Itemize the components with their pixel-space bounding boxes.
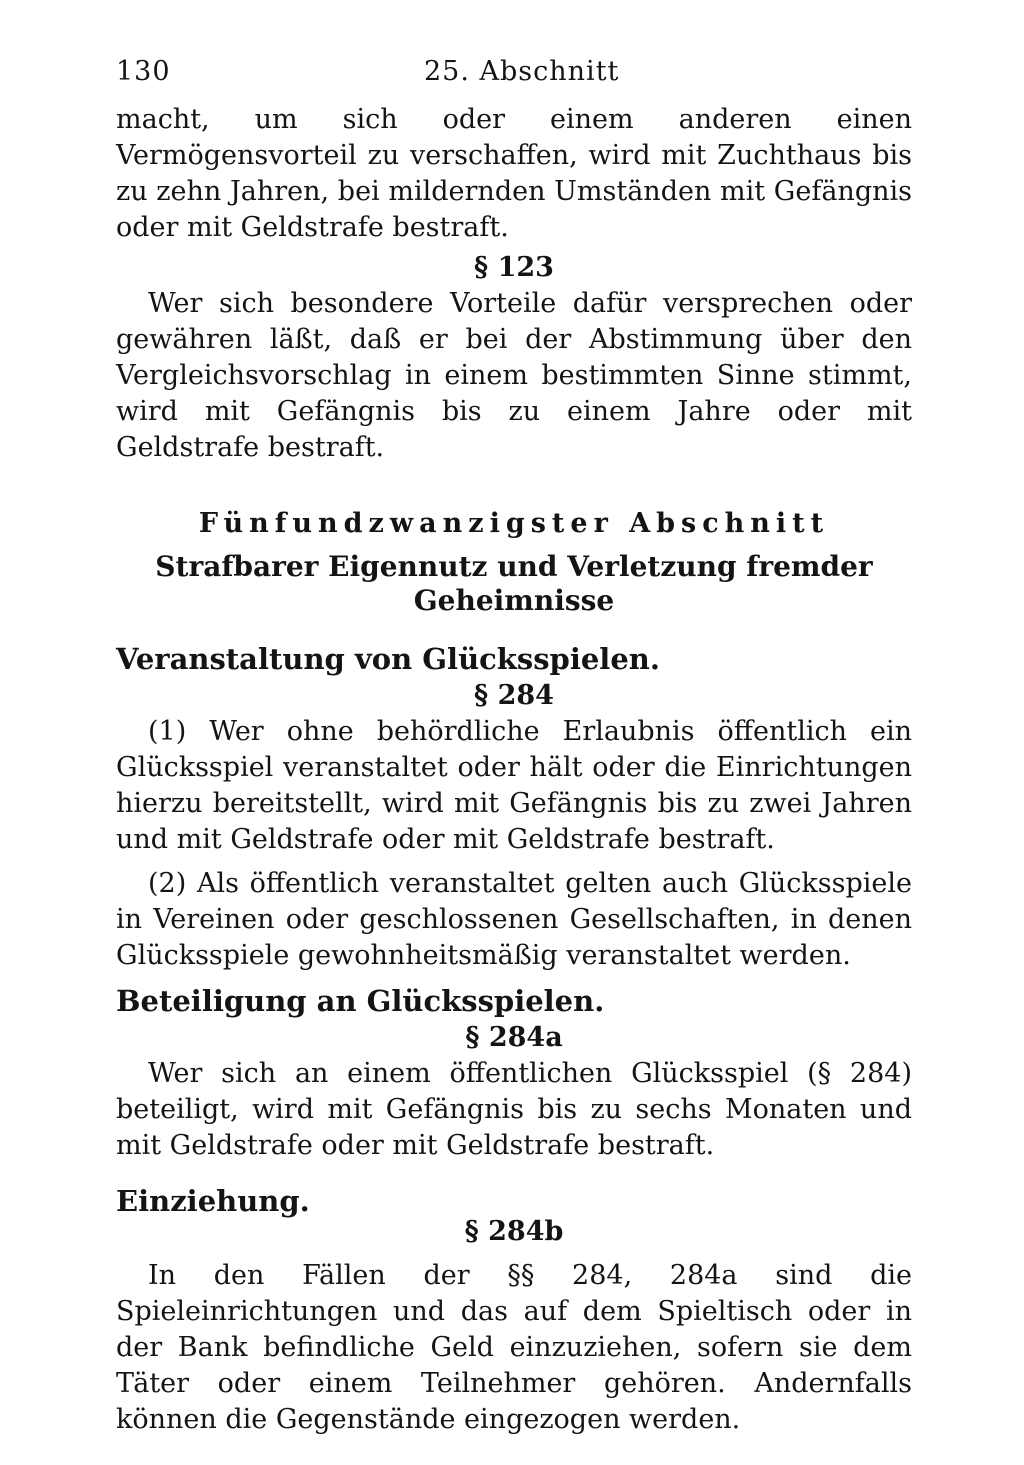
continuation-paragraph: macht, um sich oder einem anderen einen Vermögensvorteil zu verschaffen, wird mit Zuchthaus bis zu zehn Jahren, bei mildernden Umständen mit Gefängnis oder mit Geldstrafe bestraft. (116, 104, 912, 243)
paragraph-284-2: (2) Als öffentlich veranstaltet gelten auch Glücksspiele in Vereinen oder geschlossenen Gesellschaften, in denen Glücksspiele gewohnheitsmäßig veranstaltet werden. (116, 868, 912, 971)
section-title: Fünfundzwanzigster Abschnitt (198, 508, 830, 539)
page-number: 130 (116, 56, 171, 87)
paragraph-heading-284b: § 284b (464, 1216, 564, 1247)
page-header (116, 50, 912, 102)
side-heading-284a: Beteiligung an Glücksspielen. (116, 984, 605, 1018)
running-head: 25. Abschnitt (424, 56, 620, 87)
paragraph-284a-text: Wer sich an einem öffentlichen Glücksspiel (§ 284) beteiligt, wird mit Gefängnis bis zu sechs Monaten und mit Geldstrafe oder mit Geldstrafe bestraft. (116, 1058, 912, 1161)
section-subtitle (116, 550, 912, 618)
side-heading-284b: Einziehung. (116, 1184, 310, 1218)
document-page (116, 50, 912, 1438)
paragraph-123-text: Wer sich besondere Vorteile dafür versprechen oder gewähren läßt, daß er bei der Abstimmung über den Vergleichsvorschlag in einem bestimmten Sinne stimmt, wird mit Gefängnis bis zu einem Jahre oder mit Geldstrafe bestraft. (116, 288, 912, 463)
paragraph-284b-text: In den Fällen der §§ 284, 284a sind die Spieleinrichtungen und das auf dem Spieltisch oder in der Bank befindliche Geld einzuziehen, sofern sie dem Täter oder einem Teilnehmer gehören. Andernfalls können die Gegenstände eingezogen werden. (116, 1260, 912, 1435)
side-heading-284: Veranstaltung von Glücksspielen. (116, 642, 660, 676)
section-subtitle-line1: Strafbarer Eigennutz und Verletzung fremder (155, 550, 873, 583)
paragraph-284-1: (1) Wer ohne behördliche Erlaubnis öffentlich ein Glücksspiel veranstaltet oder hält oder die Einrichtungen hierzu bereitstellt, wird mit Gefängnis bis zu zwei Jahren und mit Geldstrafe oder mit Geldstrafe bestraft. (116, 716, 912, 855)
paragraph-heading-284a: § 284a (465, 1022, 563, 1053)
paragraph-heading-284: § 284 (474, 680, 554, 711)
paragraph-heading-123: § 123 (474, 252, 554, 283)
section-subtitle-line2: Geheimnisse (413, 584, 615, 617)
